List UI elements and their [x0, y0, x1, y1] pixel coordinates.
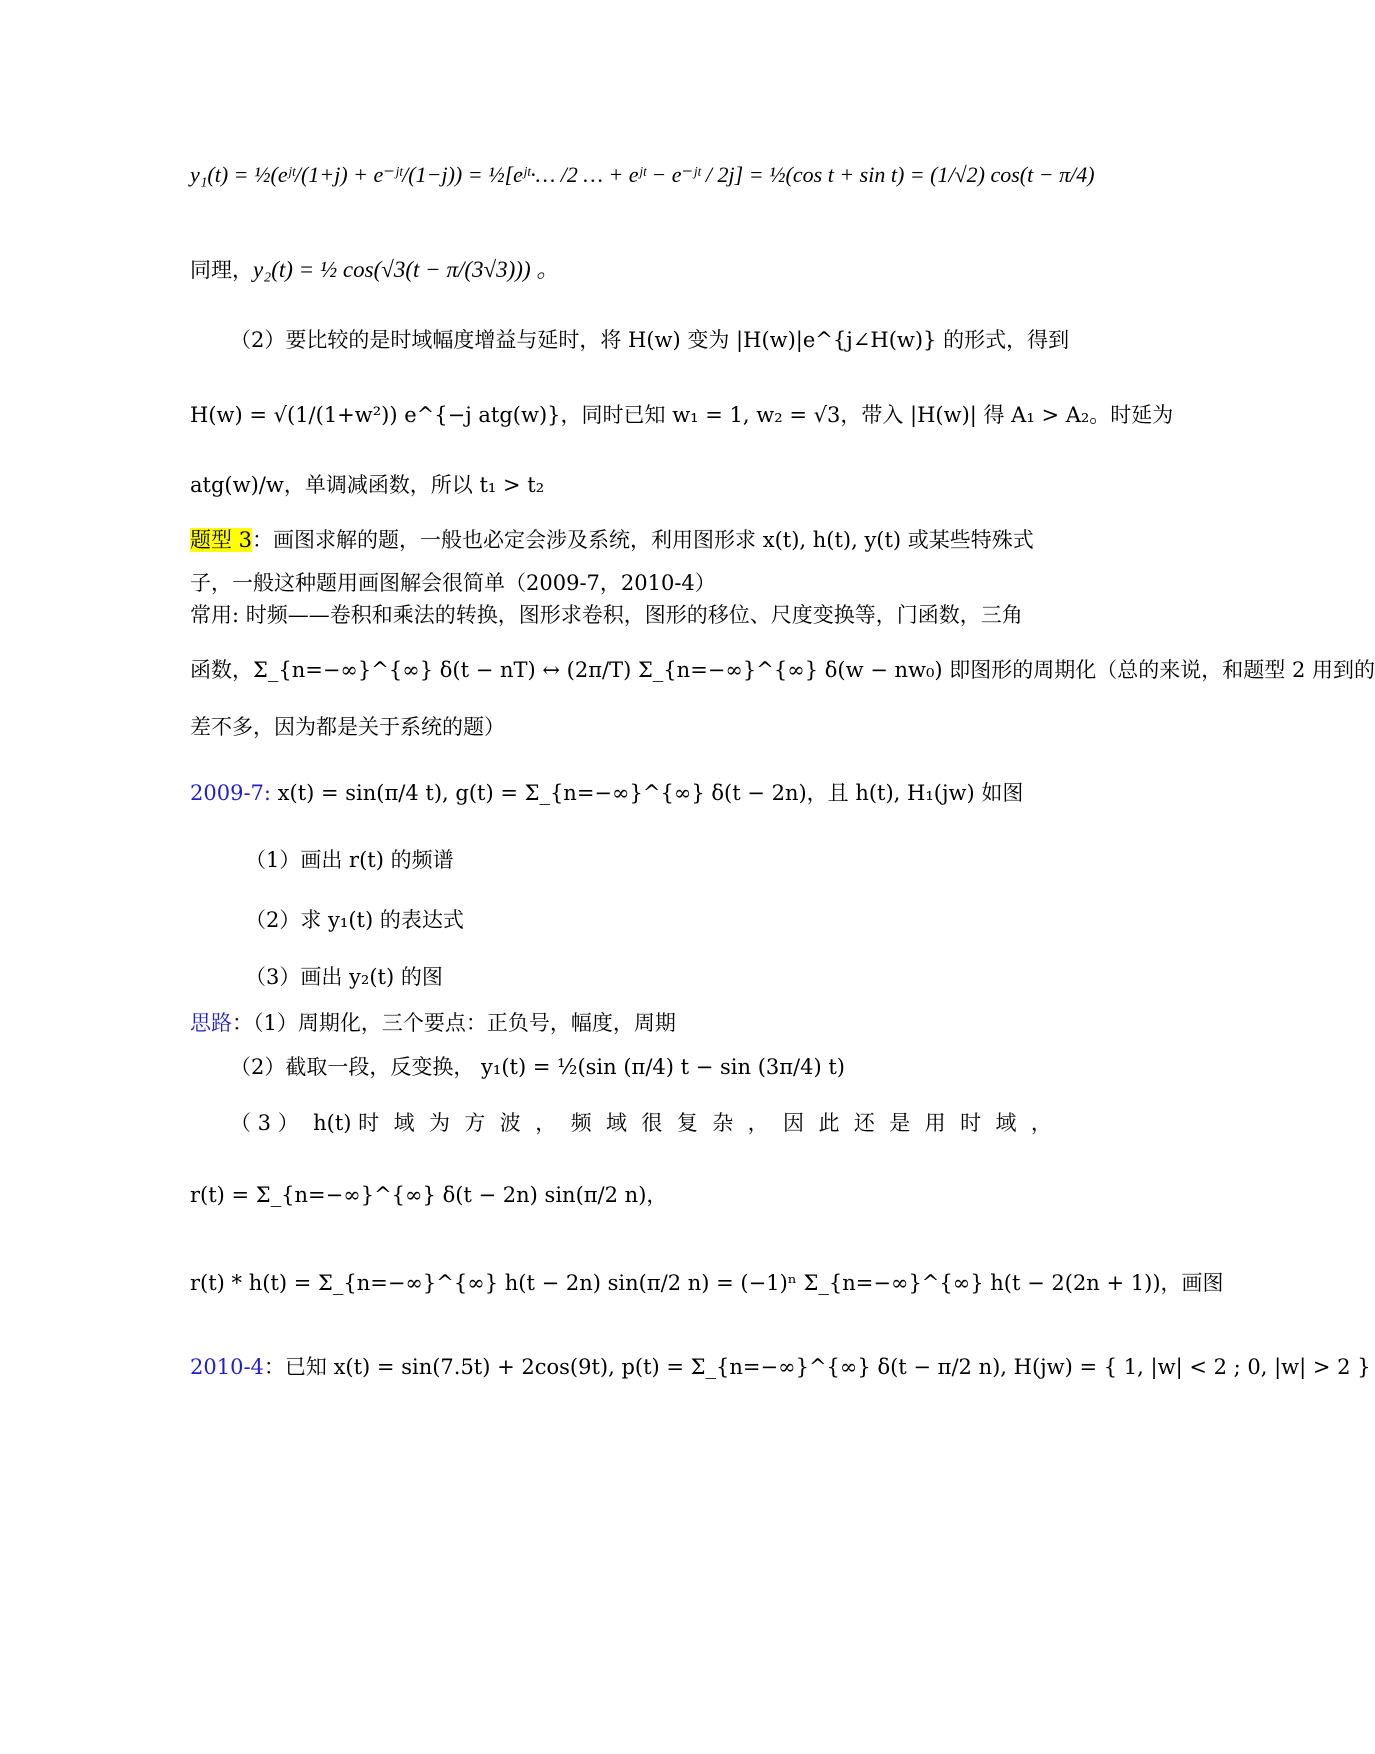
word: 频 — [570, 1111, 592, 1135]
silu-step3 — [230, 1108, 1052, 1138]
problem-2010-4-text: ：已知 x(t) = sin(7.5t) + 2cos(9t), p(t) = Σ_{n=−∞}^{∞} δ(t − π/2 n), H(jw) = { 1, |w| < 2 ; 0, |w| > 2 } — [263, 1355, 1371, 1379]
problem-2009-7-label: 2009-7: — [190, 781, 271, 805]
question-2: （2）求 y₁(t) 的表达式 — [245, 908, 464, 932]
word: 杂 — [712, 1111, 734, 1135]
part2-line: （2）要比较的是时域幅度增益与延时，将 H(w) 变为 |H(w)|e^{j∠H(w)} 的形式，得到 — [230, 328, 1070, 352]
word: 波 — [499, 1111, 521, 1135]
word: 域 — [995, 1111, 1017, 1135]
type3-line — [190, 525, 1034, 555]
type3-continued: 子，一般这种题用画图解会很简单（2009-7，2010-4） — [190, 571, 716, 595]
word: 复 — [676, 1111, 698, 1135]
word: ， — [747, 1111, 769, 1135]
word: 时 — [960, 1111, 982, 1135]
type3-text: ：画图求解的题，一般也必定会涉及系统，利用图形求 x(t), h(t), y(t) 或某些特殊式 — [252, 528, 1034, 552]
rt-equation: r(t) = Σ_{n=−∞}^{∞} δ(t − 2n) sin(π/2 n)， — [190, 1183, 668, 1207]
tongli-line — [190, 255, 559, 285]
problem-2010-4 — [190, 1352, 1371, 1382]
word: 为 — [428, 1111, 450, 1135]
rth-equation: r(t) * h(t) = Σ_{n=−∞}^{∞} h(t − 2n) sin(π/2 n) = (−1)ⁿ Σ_{n=−∞}^{∞} h(t − 2(2n + 1))，画图 — [190, 1271, 1224, 1295]
atg-line: atg(w)/w，单调减函数，所以 t₁ > t₂ — [190, 473, 545, 497]
equation-y1: y₁(t) = ½(eʲᵗ/(1+j) + e⁻ʲᵗ/(1−j)) = ½[eʲᵗ·… /2 … + eʲᵗ − e⁻ʲᵗ / 2j] = ½(cos t + sin t) = (1/√2) cos(t − π/4) — [190, 162, 1095, 187]
word: 因 — [783, 1111, 805, 1135]
hw-line: H(w) = √(1/(1+w²)) e^{−j atg(w)}，同时已知 w₁ = 1, w₂ = √3，带入 |H(w)| 得 A₁ > A₂。时延为 — [190, 403, 1174, 427]
word: ， — [1030, 1111, 1052, 1135]
word: ， — [535, 1111, 557, 1135]
problem-2009-7-text: x(t) = sin(π/4 t), g(t) = Σ_{n=−∞}^{∞} δ(t − 2n)，且 h(t), H₁(jw) 如图 — [270, 781, 1024, 805]
equation-y2: y₂(t) = ½ cos(√3(t − π/(3√3))) 。 — [253, 257, 560, 282]
word: 用 — [924, 1111, 946, 1135]
tongli-prefix: 同理， — [190, 258, 253, 282]
problem-2009-7 — [190, 778, 1023, 808]
word: （ 3 ） — [230, 1111, 299, 1135]
silu-line — [190, 1008, 676, 1038]
word: 此 — [818, 1111, 840, 1135]
changyong-line: 常用: 时频——卷积和乘法的转换，图形求卷积，图形的移位、尺度变换等，门函数，三角 — [190, 603, 1023, 627]
silu-text: ：（1）周期化，三个要点：正负号，幅度，周期 — [232, 1011, 676, 1035]
word: 域 — [606, 1111, 627, 1135]
question-1: （1）画出 r(t) 的频谱 — [245, 848, 454, 872]
word: h(t) 时 — [313, 1111, 380, 1135]
word: 方 — [464, 1111, 486, 1135]
chabuduo-line: 差不多，因为都是关于系统的题） — [190, 715, 505, 739]
silu-label: 思路 — [190, 1011, 232, 1035]
word: 很 — [641, 1111, 663, 1135]
word: 是 — [889, 1111, 911, 1135]
silu-step2: （2）截取一段，反变换， y₁(t) = ½(sin (π/4) t − sin (3π/4) t) — [230, 1055, 845, 1079]
word: 域 — [393, 1111, 415, 1135]
type3-label: 题型 3 — [190, 528, 253, 552]
hanshu-line: 函数，Σ_{n=−∞}^{∞} δ(t − nT) ↔ (2π/T) Σ_{n=−∞}^{∞} δ(w − nw₀) 即图形的周期化（总的来说，和题型 2 用到的 — [190, 658, 1375, 682]
problem-2010-4-label: 2010-4 — [190, 1355, 264, 1379]
word: 还 — [853, 1111, 875, 1135]
question-3: （3）画出 y₂(t) 的图 — [245, 965, 443, 989]
